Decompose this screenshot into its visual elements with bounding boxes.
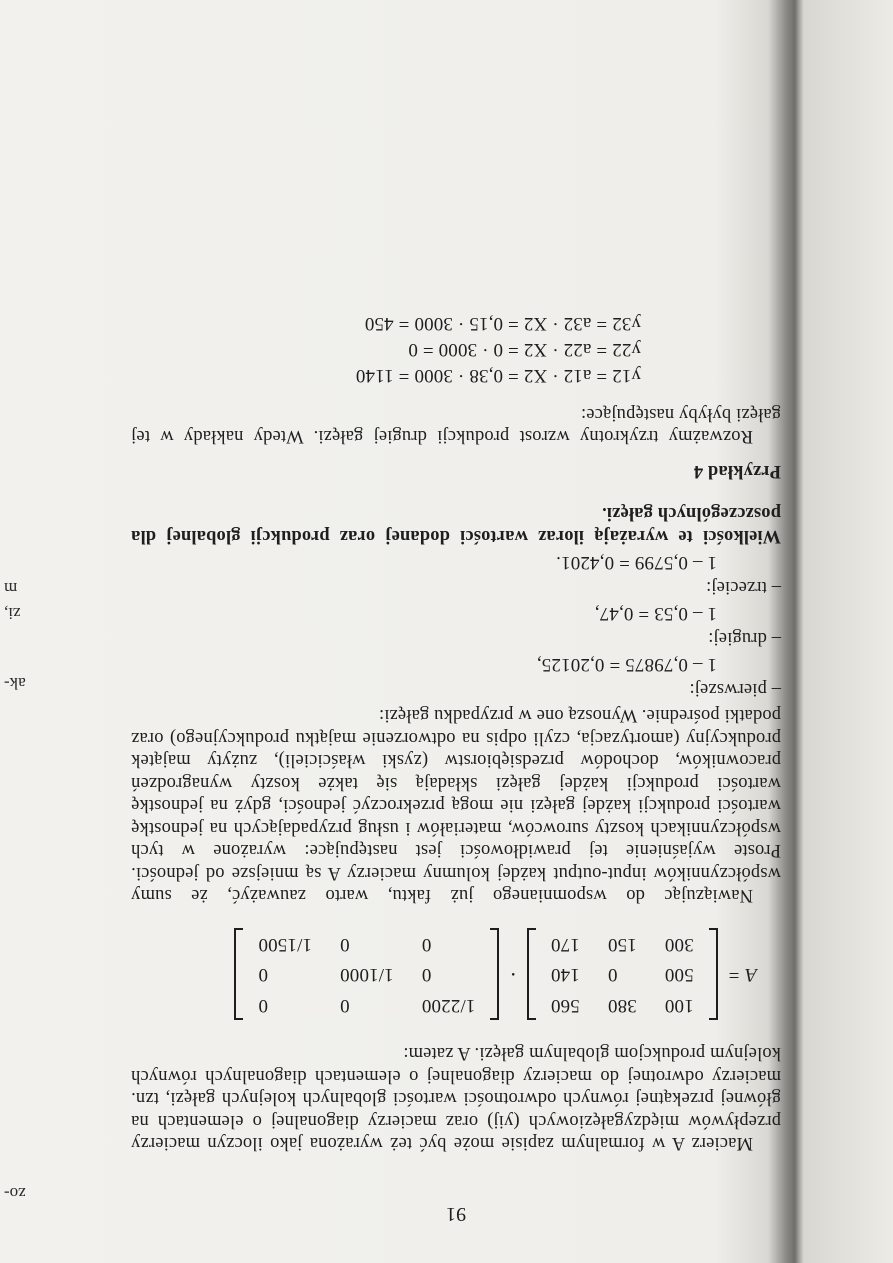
matrix-cell: 0	[339, 995, 350, 1016]
equation-line: y12 = a12 · X2 = 0,38 · 3000 = 1140	[355, 365, 641, 387]
list-item-calc: 1 – 0,79875 = 0,20125,	[536, 654, 717, 676]
edge-fragment: ak-	[4, 674, 26, 693]
matrix-cell: 560	[550, 995, 580, 1016]
edge-fragment: m	[4, 579, 18, 598]
facing-page-fragments	[0, 0, 80, 1263]
matrix-cell: 0	[258, 964, 268, 986]
page-content	[131, 311, 781, 1226]
value-added-list	[131, 551, 781, 700]
matrix-cell: 1/1500	[258, 934, 312, 955]
bold-note: Wielkości te wyrażają iloraz wartości dodanej oraz produkcji globalnej dla poszczególnych gałęzi.	[131, 503, 781, 546]
paragraph-explanation: Nawiązując do wspomnianego już faktu, warto zauważyć, że sumy współczynników input-output każdej kolumny macierzy A są mniejsze od jedności. Proste wyjaśnienie tej prawidłowości jest następujące: wyrażone w tych współczynnikach koszty surowców, materiałów i usług przypadających na jednostkę wartości produkcji każdej gałęzi nie mogą przekroczyć jedności, gdyż na jednostkę wartości produkcji każdej gałęzi składają się także koszty wynagrodzeń pracowników, dochodów przedsiębiorstw (zyski właścicieli), zużyty majątek produkcyjny (amortyzacja, czyli odpis na odtworzenie majątku produkcyjnego) oraz podatki pośrednie. Wynoszą one w przypadku gałęzi:	[131, 705, 781, 906]
matrix-cell: 380	[607, 995, 637, 1016]
matrix-cell: 0	[421, 964, 432, 986]
list-item-calc: 1 – 0,5799 = 0,4201.	[556, 552, 717, 574]
matrix-cell: 170	[550, 934, 580, 955]
flow-matrix	[527, 929, 718, 1021]
equations-block	[131, 311, 641, 389]
matrix-cell: 1/1000	[339, 964, 394, 986]
matrix-label: A =	[727, 964, 757, 986]
matrix-cell: 0	[258, 995, 268, 1016]
matrix-cell: 0	[421, 934, 432, 955]
equation-line: y32 = a32 · X2 = 0,15 · 3000 = 450	[364, 313, 641, 335]
edge-fragment: zo-	[4, 1184, 26, 1203]
matrix-cell: 0	[607, 964, 618, 986]
edge-fragment: zi,	[4, 604, 21, 623]
multiply-dot: ·	[509, 962, 517, 988]
list-item-label: – drugiej:	[708, 628, 781, 648]
matrix-cell: 500	[664, 964, 694, 986]
list-item-label: – trzeciej:	[705, 577, 781, 597]
matrix-equation	[131, 929, 757, 1021]
matrix-cell: 0	[339, 934, 350, 955]
paragraph-example: Rozważmy trzykrotny wzrost produkcji drugiej gałęzi. Wtedy nakłady w tej gałęzi byłyby następujące:	[131, 404, 781, 447]
equation-line: y22 = a22 · X2 = 0 · 3000 = 0	[408, 339, 641, 361]
matrix-cell: 100	[664, 995, 694, 1016]
matrix-cell: 300	[664, 934, 694, 955]
diagonal-matrix	[234, 929, 499, 1021]
matrix-cell: 150	[607, 934, 637, 955]
example-title: Przykład 4	[693, 461, 781, 481]
paragraph-matrix-intro: Macierz A w formalnym zapisie może być też wyrażona jako iloczyn macierzy przepływów międzygałęziowych (yij) oraz macierzy diagonalnej o elementach na głównej przekątnej równych odwrotności wartości globalnych kolejnych gałęzi, tzn. macierzy odwrotnej do macierzy diagonalnej o elementach diagonalnych równych kolejnym produkcjom globalnym gałęzi. A zatem:	[131, 1043, 781, 1154]
matrix-cell: 1/2200	[421, 995, 476, 1016]
list-item-label: – pierwszej:	[689, 679, 781, 699]
page-number: 91	[445, 1203, 467, 1225]
list-item-calc: 1 – 0,53 = 0,47,	[594, 603, 717, 625]
matrix-cell: 140	[550, 964, 580, 986]
